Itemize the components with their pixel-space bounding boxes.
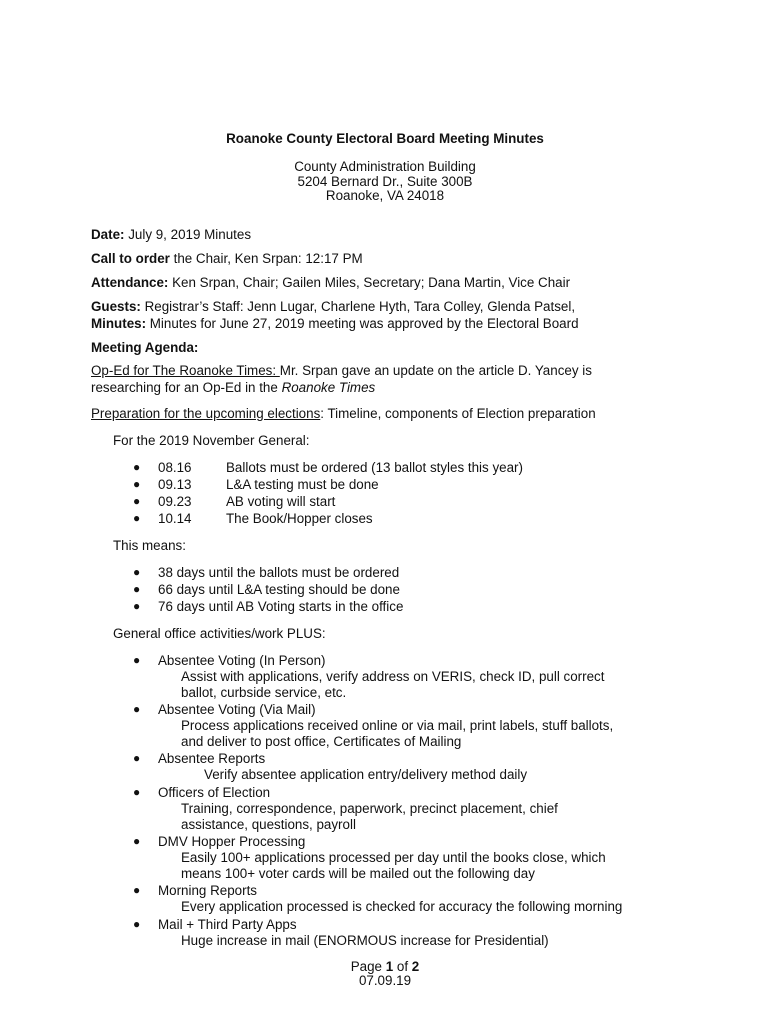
of-word: of [393,959,412,974]
activity-title: Morning Reports [158,883,257,898]
bullet-icon: ● [133,917,141,931]
agenda-heading-text: Meeting Agenda: [91,340,199,355]
activity-title: Absentee Reports [158,751,266,766]
bullet-icon: ● [133,599,141,613]
bullet-icon: ● [133,785,141,799]
page-total: 2 [411,959,420,974]
oped-text-2: researching for an Op-Ed in the [91,380,282,395]
page-number [0,960,770,974]
date-line [91,227,251,242]
activity-detail: Training, correspondence, paperwork, precinct placement, chief [181,801,558,816]
activity-detail: Easily 100+ applications processed per day until the books close, which [181,850,606,865]
date-value: July 9, 2019 Minutes [124,227,252,242]
list-item-date: 09.13 [158,477,192,492]
attendance-label: Attendance: [91,275,169,290]
bullet-icon: ● [133,751,141,765]
address-line: 5204 Bernard Dr., Suite 300B [297,173,473,189]
minutes-line [91,316,579,331]
page-word: Page [350,959,386,974]
bullet-icon: ● [133,511,141,525]
bullet-icon: ● [133,565,141,579]
guests-value: Registrar’s Staff: Jenn Lugar, Charlene Hyth, Tara Colley, Glenda Patsel, [140,299,576,314]
call-label: Call to order [91,251,170,266]
list-item-text: Ballots must be ordered (13 ballot styles this year) [226,460,523,475]
activity-detail: Huge increase in mail (ENORMOUS increase for Presidential) [181,933,549,948]
general-office-line: General office activities/work PLUS: [113,626,326,641]
activity-detail: and deliver to post office, Certificates of Mailing [181,734,462,749]
activity-detail: means 100+ voter cards will be mailed out the following day [181,866,535,881]
activity-detail: Process applications received online or via mail, print labels, stuff ballots, [181,718,614,733]
attendance-value: Ken Srpan, Chair; Gailen Miles, Secretary; Dana Martin, Vice Chair [168,275,571,290]
agenda-heading [91,340,198,355]
for-general-line: For the 2019 November General: [113,433,310,448]
minutes-label: Minutes: [91,316,147,331]
address-line: County Administration Building [294,159,476,174]
activity-title: Absentee Voting (In Person) [158,653,326,668]
date-label: Date: [91,227,125,242]
activity-title: Absentee Voting (Via Mail) [158,702,316,717]
list-item-date: 09.23 [158,494,192,509]
prep-link: Preparation for the upcoming elections [91,406,321,421]
prep-text: : Timeline, components of Election preparation [320,406,596,421]
call-to-order-line [91,251,363,266]
guests-line [91,299,575,314]
oped-line-2 [91,380,375,395]
document-title: Roanoke County Electoral Board Meeting Minutes [226,131,544,146]
attendance-line [91,275,570,290]
activity-detail: Verify absentee application entry/delivery method daily [204,767,528,782]
oped-italic: Roanoke Times [281,380,376,395]
page-num: 1 [385,959,394,974]
oped-link: Op-Ed for The Roanoke Times: [91,363,280,378]
list-item-date: 10.14 [158,511,192,526]
minutes-value: Minutes for June 27, 2019 meeting was approved by the Electoral Board [146,316,579,331]
bullet-icon: ● [133,702,141,716]
bullet-icon: ● [133,460,141,474]
activity-detail: ballot, curbside service, etc. [181,685,347,700]
address-line: Roanoke, VA 24018 [325,188,445,203]
activity-detail: Every application processed is checked for accuracy the following morning [181,899,623,914]
list-item-text: 76 days until AB Voting starts in the office [158,599,404,614]
list-item-text: L&A testing must be done [226,477,379,492]
activity-detail: Assist with applications, verify address on VERIS, check ID, pull correct [181,669,605,684]
this-means-line: This means: [113,538,186,553]
list-item-text: The Book/Hopper closes [226,511,373,526]
address-block [0,160,770,204]
call-value: the Chair, Ken Srpan: 12:17 PM [169,251,363,266]
bullet-icon: ● [133,834,141,848]
bullet-icon: ● [133,477,141,491]
oped-text: Mr. Srpan gave an update on the article D. Yancey is [279,363,592,378]
bullet-icon: ● [133,883,141,897]
list-item-text: 66 days until L&A testing should be done [158,582,400,597]
activity-title: Mail + Third Party Apps [158,917,297,932]
list-item-text: 38 days until the ballots must be ordered [158,565,400,580]
activity-detail: assistance, questions, payroll [181,817,356,832]
bullet-icon: ● [133,653,141,667]
activity-title: Officers of Election [158,785,271,800]
bullet-icon: ● [133,582,141,596]
list-item-text: AB voting will start [226,494,336,509]
footer-date: 07.09.19 [358,973,412,988]
bullet-icon: ● [133,494,141,508]
prep-line [91,406,596,421]
activity-title: DMV Hopper Processing [158,834,306,849]
list-item-date: 08.16 [158,460,192,475]
oped-line [91,363,592,378]
guests-label: Guests: [91,299,141,314]
